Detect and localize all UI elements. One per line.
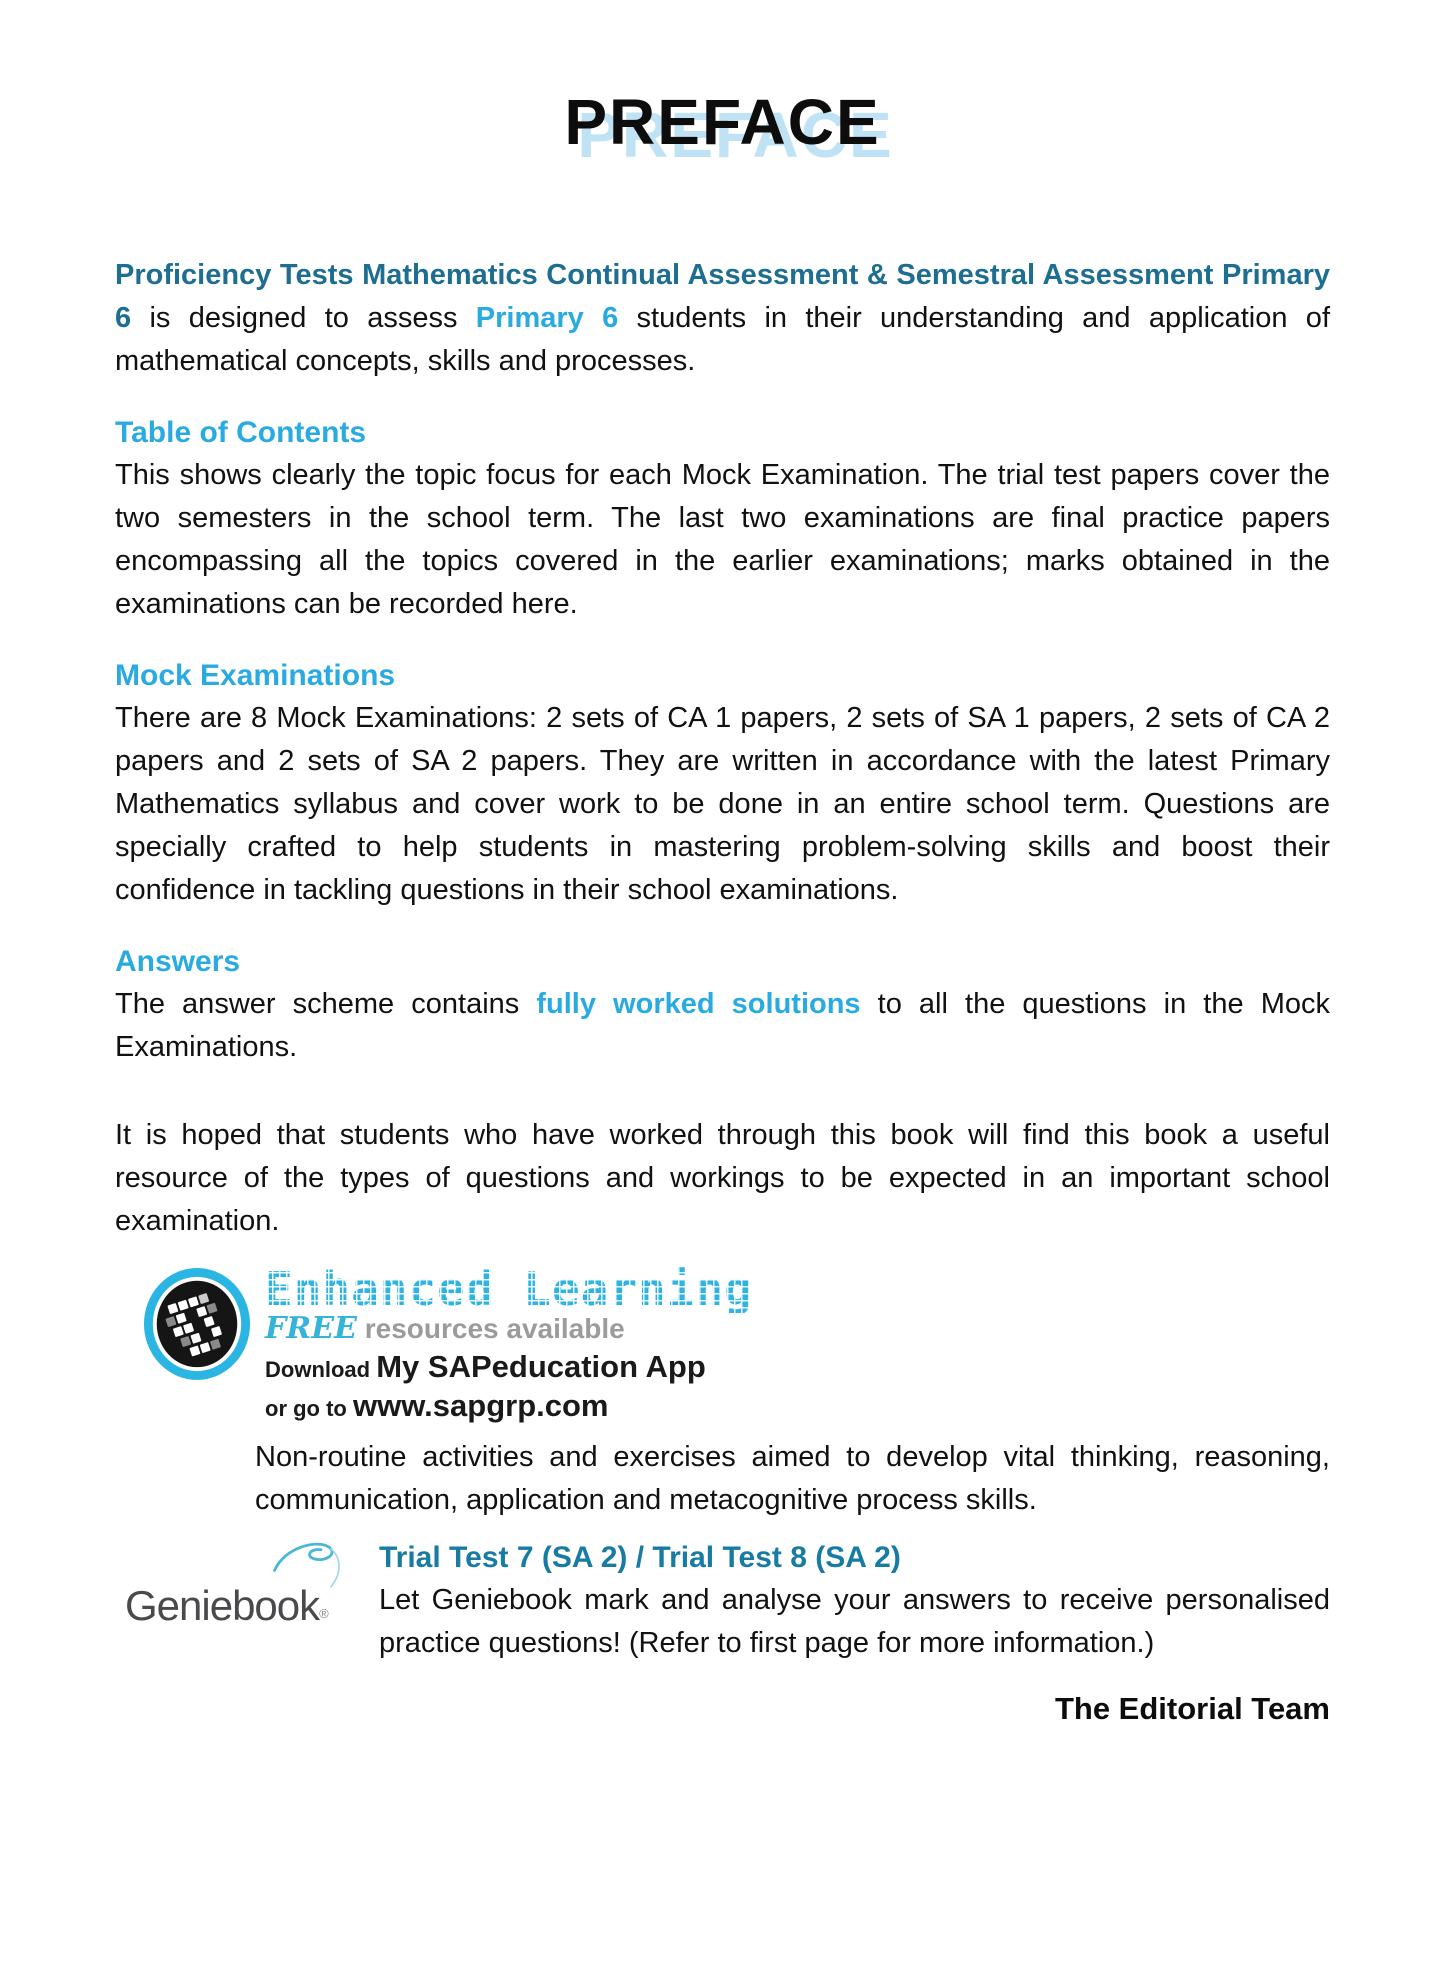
- mock-examinations-paragraph: There are 8 Mock Examinations: 2 sets of CA 1 papers, 2 sets of SA 1 papers, 2 sets of CA 2 papers and 2 sets of SA 2 papers. They are written in accordance with the latest Primary Mathematics syllabus and cover work to be done in an entire school term. Questions are specially crafted to help students in mastering problem-solving skills and boost their confidence in tackling questions in their school examinations.: [115, 702, 1330, 906]
- table-of-contents-paragraph: This shows clearly the topic focus for each Mock Examination. The trial test papers cover the two semesters in the school term. The last two examinations are final practice papers encompassing all the topics covered in the earlier examinations; marks obtained in the examinations can be recorded here.: [115, 459, 1330, 620]
- registered-mark: ®: [319, 1606, 329, 1621]
- intro-book-title: Proficiency Tests Mathematics Continual Assessment & Semestral Assessment Primary 6: [115, 259, 1330, 334]
- geniebook-logo: [125, 1536, 375, 1628]
- free-rest-label: resources available: [356, 1313, 625, 1344]
- section-heading-answers: Answers: [115, 945, 241, 978]
- answers-prefix: The answer scheme contains: [115, 988, 537, 1020]
- geniebook-swirl-icon: [265, 1534, 357, 1592]
- answers-suffix: to all the questions in the Mock Examinations.: [115, 988, 1330, 1063]
- section-heading-mock-examinations: Mock Examinations: [115, 659, 396, 692]
- enhanced-learning-icon: [143, 1263, 251, 1381]
- enhanced-learning-text: [265, 1263, 753, 1428]
- app-name: My SAPeducation App: [376, 1349, 706, 1384]
- goto-line: [265, 1389, 753, 1428]
- answers-paragraph: [115, 983, 1330, 1069]
- intro-tail-text: students in their understanding and application of mathematical concepts, skills and processes.: [115, 302, 1330, 377]
- goto-label: or go to: [265, 1396, 353, 1421]
- answers-highlight: fully worked solutions: [536, 988, 861, 1020]
- geniebook-text: [379, 1536, 1330, 1665]
- free-resources-line: [265, 1313, 753, 1350]
- geniebook-wordmark: Geniebook: [125, 1582, 320, 1629]
- free-label: FREE: [265, 1311, 357, 1346]
- download-label: Download: [265, 1357, 377, 1382]
- intro-paragraph: [115, 254, 1330, 383]
- section-heading-table-of-contents: Table of Contents: [115, 416, 367, 449]
- editorial-team-signature: The Editorial Team: [1054, 1691, 1330, 1726]
- geniebook-block: [115, 1536, 1330, 1665]
- intro-mid-text: is designed to assess: [131, 302, 476, 334]
- closing-paragraph: It is hoped that students who have worked through this book will find this book a useful resource of the types of questions and workings to be expected in an important school examination.: [115, 1119, 1330, 1237]
- geniebook-description: Let Geniebook mark and analyse your answers to receive personalised practice questions! (Refer to first page for more information.): [379, 1584, 1330, 1659]
- website-url: www.sapgrp.com: [352, 1388, 609, 1423]
- enhanced-learning-block: [143, 1263, 1330, 1428]
- enhanced-learning-description: Non-routine activities and exercises aimed to develop vital thinking, reasoning, communication, application and metacognitive process skills.: [255, 1441, 1330, 1516]
- page-title: PREFACE: [564, 86, 881, 158]
- trial-test-heading: Trial Test 7 (SA 2) / Trial Test 8 (SA 2): [379, 1541, 901, 1574]
- enhanced-learning-title: Enhanced Learning: [265, 1262, 753, 1316]
- download-line: [265, 1350, 753, 1389]
- intro-primary6-highlight: Primary 6: [475, 302, 619, 334]
